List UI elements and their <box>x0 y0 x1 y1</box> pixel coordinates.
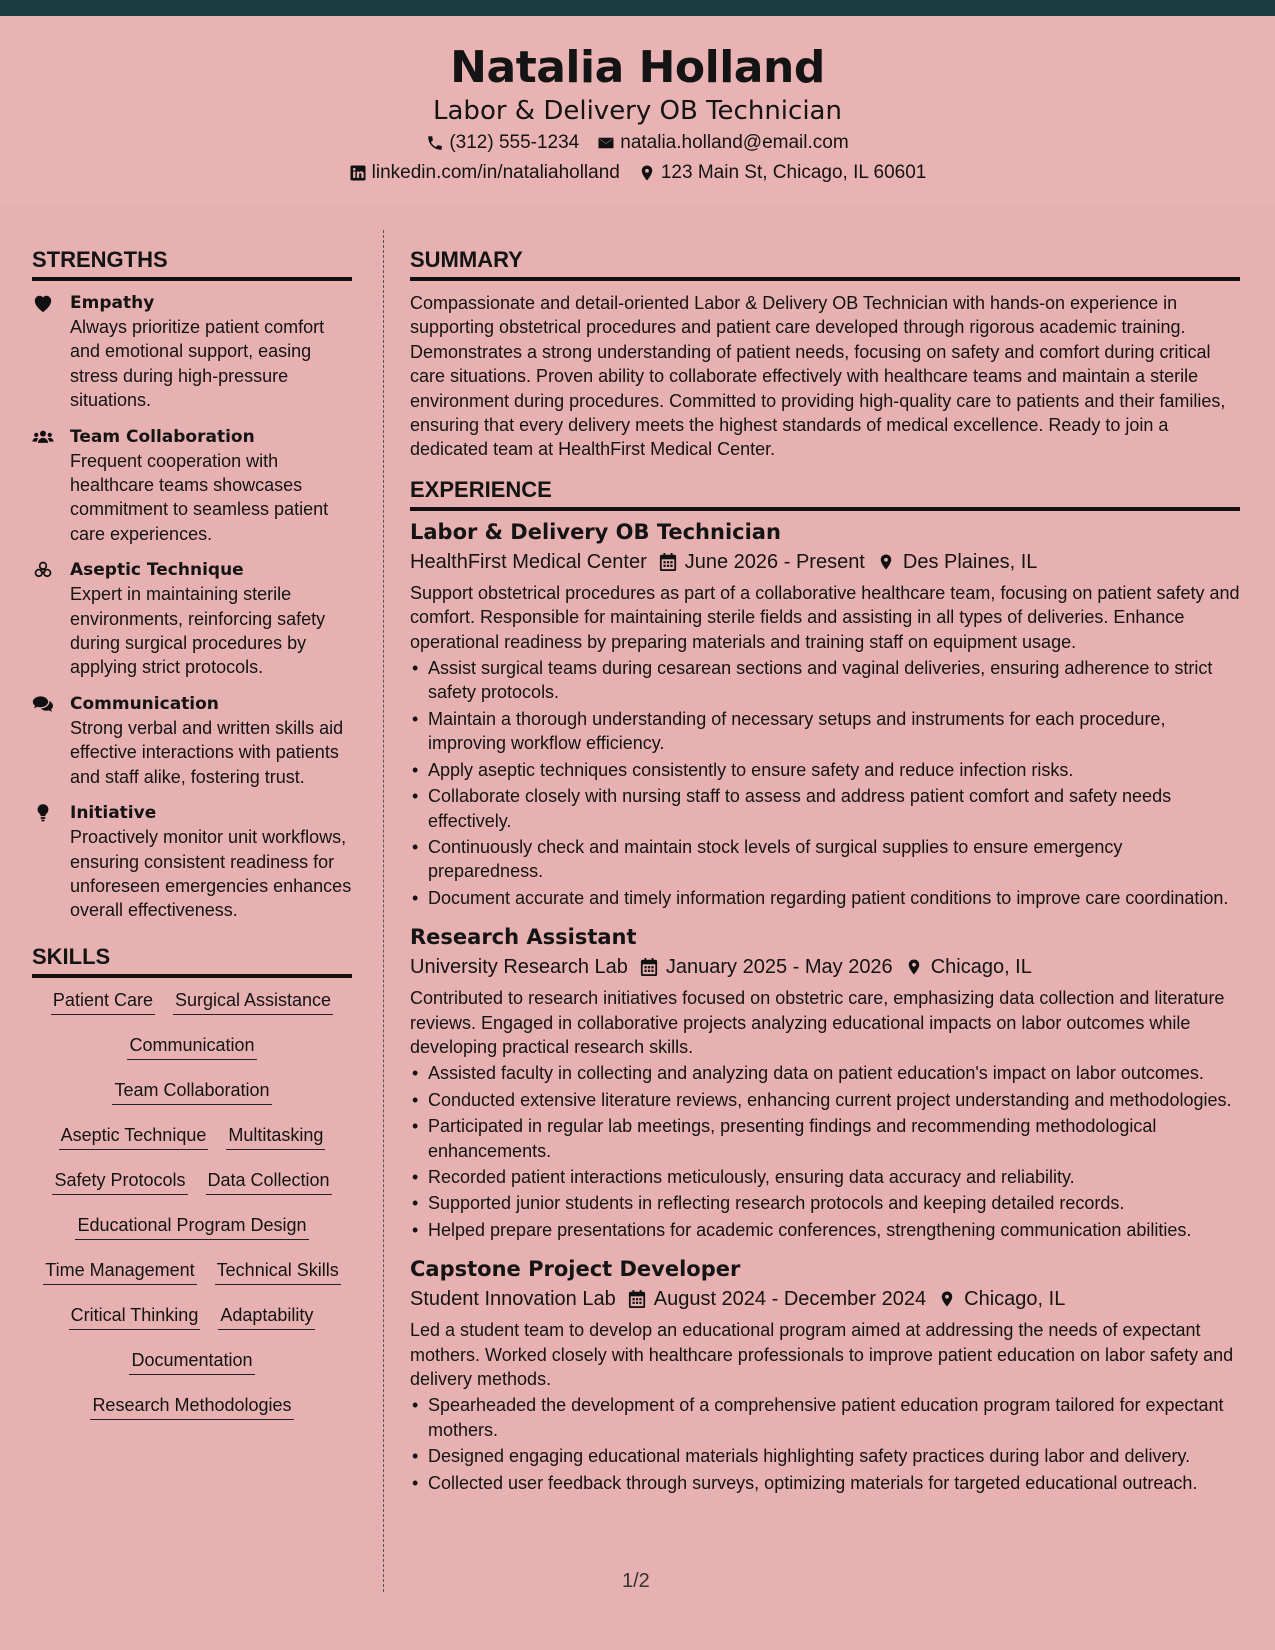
linkedin-text: linkedin.com/in/nataliaholland <box>371 162 620 183</box>
top-accent-bar <box>0 0 1275 16</box>
summary-text: Compassionate and detail-oriented Labor & Delivery OB Technician with hands-on experience in supporting obstetrical procedures and patient care developed through rigorous academic training. Demonstrates a strong understanding of patient needs, focusing on safety and comfort during critical care situations. Proven ability to collaborate effectively with healthcare teams and maintain a sterile environment during procedures. Committed to providing high-quality care to patients and their families, ensuring that every delivery meets the highest standards of medical excellence. Ready to join a dedicated team at HealthFirst Medical Center. <box>410 293 1226 460</box>
strengths-heading: STRENGTHS <box>32 246 352 281</box>
job-location-item <box>905 952 1032 982</box>
job-description: Contributed to research initiatives focused on obstetric care, emphasizing data collection and literature reviews. Engaged in collaborative projects analyzing educational impacts on labor outcomes while developing practical research skills. <box>410 988 1225 1057</box>
skill-row <box>32 1213 352 1258</box>
skill-tag: Multitasking <box>226 1123 325 1150</box>
strengths-list <box>32 291 352 923</box>
strength-item <box>32 692 352 789</box>
job-entry <box>410 517 1240 910</box>
job-bullets <box>410 656 1240 910</box>
job-bullet: • Assisted faculty in collecting and analyzing data on patient education's impact on labor outcomes. <box>410 1061 1240 1085</box>
skill-tag: Research Methodologies <box>90 1393 293 1420</box>
skill-tag: Educational Program Design <box>75 1213 308 1240</box>
strength-title: Empathy <box>70 293 155 313</box>
users-icon <box>32 427 54 447</box>
job-meta <box>410 952 1240 982</box>
calendar-icon <box>640 957 658 977</box>
strength-desc: Frequent cooperation with healthcare teams showcases commitment to seamless patient care experiences. <box>70 450 329 544</box>
job-bullet: • Spearheaded the development of a comprehensive patient education program tailored for expectant mothers. <box>410 1393 1240 1442</box>
skill-row <box>32 1078 352 1123</box>
resume-header <box>0 16 1275 204</box>
candidate-title: Labor & Delivery OB Technician <box>433 96 842 126</box>
strength-desc: Always prioritize patient comfort and emotional support, easing stress during high-pressure situations. <box>70 317 325 411</box>
skill-row <box>32 1348 352 1393</box>
job-bullet: • Apply aseptic techniques consistently to ensure safety and reduce infection risks. <box>410 758 1240 782</box>
job-bullet: • Recorded patient interactions meticulously, ensuring data accuracy and reliability. <box>410 1165 1240 1189</box>
job-location: Des Plaines, IL <box>902 550 1038 573</box>
job-dates: August 2024 - December 2024 <box>653 1288 927 1311</box>
skill-tag: Time Management <box>43 1258 196 1285</box>
strength-item <box>32 558 352 680</box>
job-location-item <box>877 547 1038 577</box>
calendar-icon <box>628 1289 646 1309</box>
comments-icon <box>32 694 54 714</box>
skill-tag: Technical Skills <box>215 1258 341 1285</box>
contact-row-2 <box>0 158 1275 188</box>
contact-row-1 <box>0 128 1275 158</box>
job-title: Research Assistant <box>410 925 637 950</box>
skill-tag: Adaptability <box>218 1303 315 1330</box>
skill-row <box>32 988 352 1033</box>
job-bullet: • Document accurate and timely information regarding patient conditions to improve care coordination. <box>410 886 1240 910</box>
strength-desc: Proactively monitor unit workflows, ensuring consistent readiness for unforeseen emergencies enhances overall effectiveness. <box>70 827 352 921</box>
job-bullet: • Participated in regular lab meetings, presenting findings and recommending methodological enhancements. <box>410 1114 1240 1163</box>
job-bullets <box>410 1393 1240 1495</box>
email-text: natalia.holland@email.com <box>620 132 849 153</box>
strength-title: Aseptic Technique <box>70 560 244 581</box>
map-pin-icon <box>877 552 895 572</box>
strength-item <box>32 425 352 547</box>
skill-row <box>32 1258 352 1303</box>
phone-icon <box>426 134 444 152</box>
job-bullet: • Designed engaging educational materials highlighting safety practices during labor and delivery. <box>410 1444 1240 1468</box>
page-number: 1/2 <box>622 1570 650 1592</box>
job-meta <box>410 1284 1240 1314</box>
job-location: Chicago, IL <box>930 956 1032 979</box>
skill-tag: Aseptic Technique <box>59 1123 209 1150</box>
strength-title: Communication <box>70 693 219 714</box>
left-column <box>32 246 352 1438</box>
skills-heading: SKILLS <box>32 943 352 978</box>
skill-row <box>32 1033 352 1078</box>
experience-heading: EXPERIENCE <box>410 476 1240 511</box>
map-pin-icon <box>938 1289 956 1309</box>
job-dates-item <box>640 952 893 982</box>
skill-row <box>32 1303 352 1348</box>
job-title: Capstone Project Developer <box>410 1257 741 1282</box>
skill-tag: Critical Thinking <box>69 1303 201 1330</box>
job-entry <box>410 922 1240 1242</box>
job-bullet: • Collaborate closely with nursing staff to assess and address patient comfort and safety needs effectively. <box>410 784 1240 833</box>
strength-desc: Strong verbal and written skills aid effective interactions with patients and staff alike, fostering trust. <box>70 717 344 787</box>
candidate-name: Natalia Holland <box>450 42 825 93</box>
lightbulb-icon <box>32 803 54 823</box>
job-bullet: • Maintain a thorough understanding of necessary setups and instruments for each procedure, improving workflow efficiency. <box>410 707 1240 756</box>
column-divider <box>383 230 384 1592</box>
job-title: Labor & Delivery OB Technician <box>410 519 781 544</box>
job-meta <box>410 547 1240 577</box>
job-dates: January 2025 - May 2026 <box>665 956 893 979</box>
job-bullet: • Supported junior students in reflecting research protocols and keeping detailed records. <box>410 1191 1240 1215</box>
skill-tag: Data Collection <box>206 1168 332 1195</box>
job-company: HealthFirst Medical Center <box>410 550 647 573</box>
linkedin-item[interactable] <box>349 158 620 188</box>
job-dates-item <box>628 1284 926 1314</box>
job-bullet: • Collected user feedback through surveys, optimizing materials for targeted educational outreach. <box>410 1471 1240 1495</box>
map-pin-icon <box>638 164 656 182</box>
skill-row <box>32 1123 352 1168</box>
strength-desc: Expert in maintaining sterile environments, reinforcing safety during surgical procedures by applying strict protocols. <box>70 584 326 678</box>
job-bullet: • Conducted extensive literature reviews, enhancing current project understanding and methodologies. <box>410 1088 1240 1112</box>
address-text: 123 Main St, Chicago, IL 60601 <box>660 162 927 183</box>
job-dates-item <box>659 547 865 577</box>
job-bullet: • Helped prepare presentations for academic conferences, strengthening communication abilities. <box>410 1218 1240 1242</box>
job-bullets <box>410 1061 1240 1242</box>
strength-title: Team Collaboration <box>70 426 255 447</box>
skill-tag: Surgical Assistance <box>173 988 333 1015</box>
heart-icon <box>32 293 54 313</box>
strength-item <box>32 801 352 923</box>
skill-tag: Patient Care <box>51 988 155 1015</box>
address-item <box>638 158 926 188</box>
skill-row <box>32 1393 352 1438</box>
job-description: Led a student team to develop an educational program aimed at addressing the needs of expectant mothers. Worked closely with healthcare professionals to improve patient education on labor safety and delivery methods. <box>410 1320 1234 1389</box>
map-pin-icon <box>905 957 923 977</box>
linkedin-icon <box>349 164 367 182</box>
job-description: Support obstetrical procedures as part of a collaborative healthcare team, focusing on patient safety and comfort. Responsible for maintaining sterile fields and assisting in all types of deliveries. Enhance operational readiness by preparing materials and training staff on equipment usage. <box>410 582 1240 652</box>
skill-tag: Communication <box>127 1033 256 1060</box>
right-column <box>410 246 1240 1507</box>
email-item[interactable] <box>597 128 848 158</box>
job-location-item <box>938 1284 1065 1314</box>
strength-title: Initiative <box>70 803 157 824</box>
skill-tag: Team Collaboration <box>112 1078 271 1105</box>
job-location: Chicago, IL <box>964 1288 1066 1311</box>
strength-item <box>32 291 352 413</box>
job-bullet: • Assist surgical teams during cesarean sections and vaginal deliveries, ensuring adherence to strict safety protocols. <box>410 656 1240 705</box>
phone-item <box>426 128 579 158</box>
skill-tag: Documentation <box>129 1348 254 1375</box>
job-company: University Research Lab <box>410 956 628 979</box>
skills-list <box>32 988 352 1438</box>
calendar-icon <box>659 552 677 572</box>
biohazard-icon <box>32 560 54 580</box>
envelope-icon <box>597 134 615 152</box>
job-dates: June 2026 - Present <box>684 550 865 573</box>
job-bullet: • Continuously check and maintain stock levels of surgical supplies to ensure emergency preparedness. <box>410 835 1240 884</box>
skill-row <box>32 1168 352 1213</box>
phone-text: (312) 555-1234 <box>449 132 580 153</box>
summary-heading: SUMMARY <box>410 246 1240 281</box>
skill-tag: Safety Protocols <box>52 1168 187 1195</box>
job-entry <box>410 1254 1240 1495</box>
job-company: Student Innovation Lab <box>410 1288 616 1311</box>
